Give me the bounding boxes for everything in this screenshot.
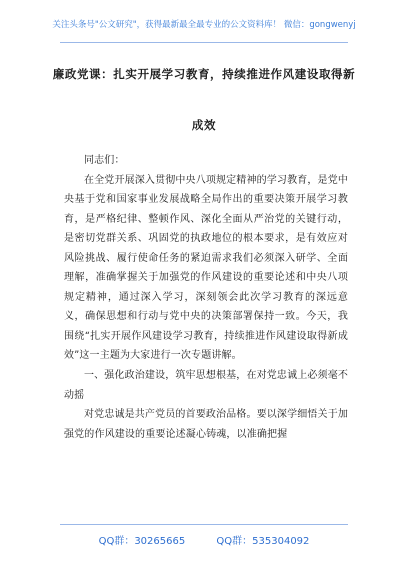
- body-paragraph: 在全党开展深入贯彻中央八项规定精神的学习教育，是党中央基于党和国家事业发展战略全局作出的重要决策开展学习教育，是严格纪律、整顿作风、深化全面从严治党的关键行动，是密切党群关系、巩固党的执政地位的根本要求，是有效应对风险挑战、履行使命任务的紧迫需求我们必须深入研学、全面理解，准确掌握关于加强党的作风建设的重要论述和中央八项规定精神，通过深入学习，深刻领会此次学习教育的深远意义，确保思想和行动与党中央的决策部署保持一致。今天，我围绕“扎实开展作风建设学习教育，持续推进作风建设取得新成效”这一主题为大家进行一次专题讲解。: [64, 174, 348, 362]
- header-divider: [60, 42, 348, 43]
- qq-group-1: QQ群：30265665: [98, 536, 186, 547]
- document-title: 廉政党课：扎实开展学习教育，持续推进作风建设取得新: [52, 67, 356, 81]
- footer-divider: [60, 524, 348, 525]
- header-banner: 关注头条号"公文研究"，获得最新最全最专业的公文资料库！ 微信：gongwenyj: [52, 20, 356, 30]
- salutation: 同志们：: [84, 155, 125, 166]
- qq-group-2: QQ群：535304092: [216, 536, 310, 547]
- body-paragraph: 对党忠诚是共产党员的首要政治品格。要以深学细悟关于加强党的作风建设的重要论述凝心铸魂，以准确把握: [64, 409, 348, 440]
- section-heading: 一、强化政治建设，筑牢思想根基，在对党忠诚上必须毫不动摇: [64, 370, 348, 401]
- document-body: [64, 151, 348, 444]
- document-title-continued: 成效: [191, 118, 217, 132]
- footer-contacts: [0, 532, 408, 547]
